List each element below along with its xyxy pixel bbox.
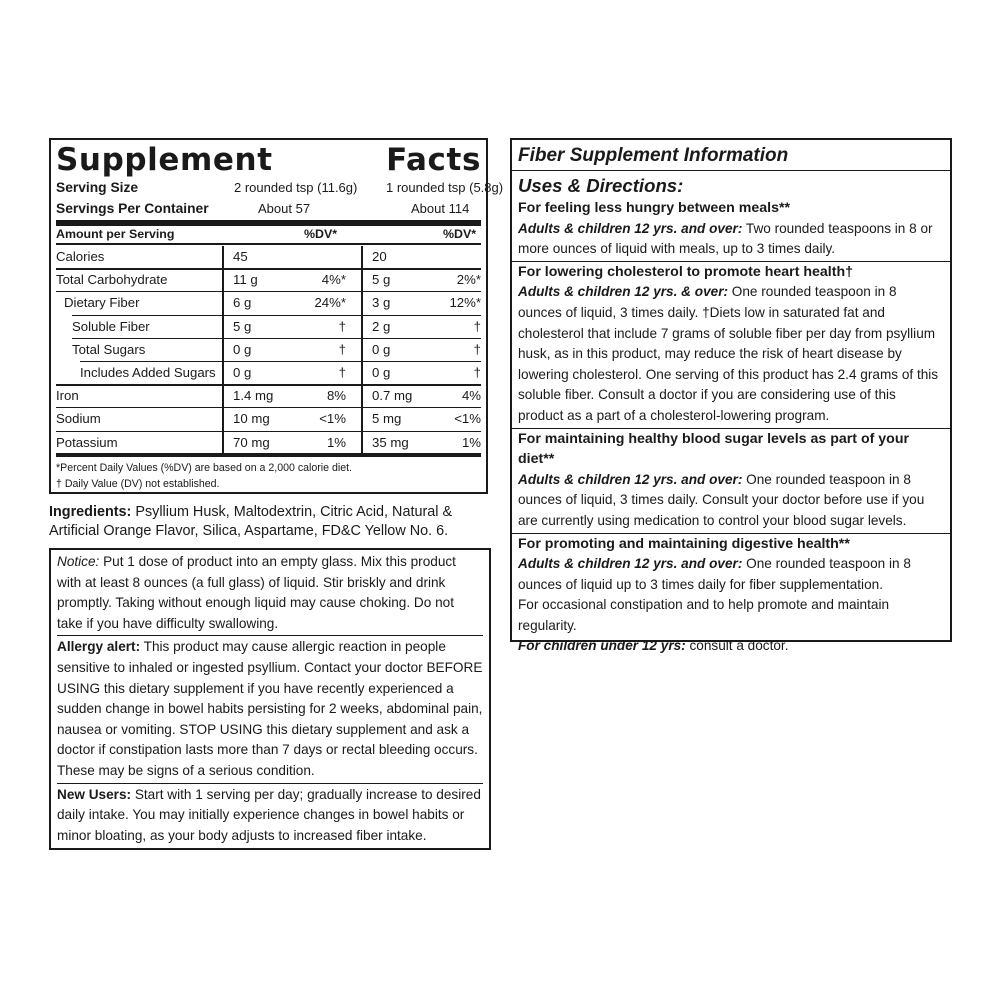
allergy-section — [57, 637, 483, 783]
dv-serving-2: <1% — [454, 411, 481, 427]
direction-section-cholesterol — [512, 262, 950, 429]
amount-serving-2: 0.7 mg — [372, 388, 413, 404]
nutrient-row — [56, 339, 481, 362]
nutrient-row — [56, 432, 481, 455]
regularity-text: For occasional constipation and to help promote and maintain regularity. — [518, 597, 890, 633]
nutrient-name: Potassium — [56, 434, 118, 450]
dv-serving-1: <1% — [319, 411, 346, 427]
section-heading: For promoting and maintaining digestive health** — [518, 535, 850, 552]
warnings-panel — [49, 548, 491, 850]
amount-serving-2: 35 mg — [372, 434, 409, 450]
footnote-dagger: † Daily Value (DV) not established. — [56, 478, 220, 490]
dv-serving-1: 8% — [326, 388, 346, 404]
nutrient-name: Dietary Fiber — [64, 295, 140, 311]
footnote-percent-dv: *Percent Daily Values (%DV) are based on a 2,000 calorie diet. — [56, 462, 352, 474]
audience-label: Adults & children 12 yrs. and over: — [518, 220, 743, 236]
allergy-text: This product may cause allergic reaction in people sensitive to inhaled or ingested psyllium. Contact your doctor BEFORE USING this dietary supplement if you have recently experienced a sudden change in bowel habits persisting for 2 weeks, abdominal pain, nausea or vomiting. STOP USING this dietary supplement and ask a doctor if constipation lasts more than 7 days or rectal bleeding occurs. These may be signs of a serious condition. — [57, 639, 483, 778]
amount-serving-2: 2 g — [372, 318, 391, 334]
section-heading: For maintaining healthy blood sugar levels as part of your diet** — [518, 430, 910, 468]
allergy-label: Allergy alert: — [57, 639, 141, 655]
servings-per-container-label: Servings Per Container — [56, 201, 209, 216]
nutrient-row — [56, 292, 481, 315]
servings-per-container-2: About 114 — [411, 201, 470, 216]
dv-serving-1: † — [338, 318, 346, 334]
amount-serving-2: 3 g — [372, 295, 391, 311]
amount-serving-1: 0 g — [233, 365, 252, 380]
fiber-info-panel — [510, 138, 952, 654]
amount-serving-1: 0 g — [233, 341, 252, 357]
amount-serving-2: 0 g — [372, 341, 391, 357]
amount-serving-1: 70 mg — [233, 434, 270, 450]
dv-header-1: %DV* — [304, 227, 338, 241]
dv-serving-2: 4% — [461, 388, 481, 404]
dv-serving-1: † — [338, 341, 346, 357]
audience-label: Adults & children 12 yrs. and over: — [518, 556, 743, 572]
direction-text: One rounded teaspoon in 8 ounces of liquid, 3 times daily. Consult your doctor before use if you are currently using medication to control your blood sugar levels. — [518, 471, 925, 528]
nutrient-row — [56, 269, 481, 292]
amount-serving-1: 1.4 mg — [233, 388, 274, 404]
dv-serving-2: † — [473, 341, 481, 357]
dv-serving-2: † — [473, 365, 481, 380]
dv-serving-1: 1% — [326, 434, 346, 450]
supplement-facts-panel — [49, 138, 504, 494]
direction-text: One rounded teaspoon in 8 ounces of liquid up to 3 times daily for fiber supplementation. — [518, 556, 911, 592]
amount-serving-2: 0 g — [372, 365, 391, 380]
amount-serving-2: 5 g — [372, 272, 391, 288]
nutrient-name: Sodium — [56, 411, 101, 427]
direction-text: Two rounded teaspoons in 8 or more ounces of liquid with meals, up to 3 times daily. — [518, 220, 933, 257]
new-users-section — [57, 785, 483, 848]
amount-serving-2: 5 mg — [372, 411, 402, 427]
nutrient-name: Total Carbohydrate — [56, 272, 168, 288]
direction-section-digestive — [512, 534, 950, 659]
audience-label: Adults & children 12 yrs. and over: — [518, 471, 743, 487]
nutrient-name: Calories — [56, 249, 105, 264]
new-users-text: Start with 1 serving per day; gradually increase to desired daily intake. You may initially experience changes in bowel habits or minor bloating, as your body adjusts to increased fiber intake. — [57, 786, 481, 843]
notice-section — [57, 552, 483, 636]
amount-serving-2: 20 — [372, 249, 387, 264]
ingredients-label: Ingredients: — [49, 504, 132, 520]
amount-per-serving-header: Amount per Serving — [56, 227, 175, 241]
serving-size-2: 1 rounded tsp (5.8g) — [386, 180, 504, 195]
amount-serving-1: 5 g — [233, 318, 252, 334]
dv-serving-1: † — [338, 365, 346, 380]
thick-divider — [56, 220, 481, 226]
column-separator — [222, 246, 224, 454]
new-users-label: New Users: — [57, 786, 132, 802]
direction-text: One rounded teaspoon in 8 ounces of liquid, 3 times daily. †Diets low in saturated fat and cholesterol that include 7 grams of soluble fiber per day from psyllium husk, as in this product, may reduce the risk of heart disease by lowering cholesterol. One serving of this product has 2.4 grams of this soluble fiber. Consult a doctor if you are considering use of this product as a part of a cholesterol-lowering program. — [518, 284, 939, 423]
dv-header-2: %DV* — [443, 227, 477, 241]
notice-label: Notice: — [57, 554, 100, 569]
nutrient-row — [56, 385, 481, 408]
dv-serving-2: 2%* — [456, 272, 481, 288]
amount-serving-1: 11 g — [233, 272, 258, 288]
nutrient-row — [56, 408, 481, 431]
ingredients-text — [49, 503, 493, 541]
servings-per-container-1: About 57 — [258, 201, 311, 216]
dv-serving-1: 24%* — [314, 295, 346, 311]
nutrient-name: Total Sugars — [72, 341, 146, 357]
section-heading: For feeling less hungry between meals** — [518, 200, 791, 216]
dv-serving-1: 4%* — [321, 272, 346, 288]
nutrient-row — [56, 362, 481, 385]
serving-size-label: Serving Size — [56, 180, 139, 195]
amount-serving-1: 45 — [233, 249, 248, 264]
children-text: consult a doctor. — [685, 638, 789, 654]
nutrient-row — [56, 316, 481, 339]
direction-section-blood-sugar — [512, 429, 950, 534]
notice-text: Put 1 dose of product into an empty glass. Mix this product with at least 8 ounces (a full glass) of liquid. Stir briskly and drink promptly. Taking without enough liquid may cause choking. Do not take if you have difficulty swallowing. — [57, 554, 456, 631]
dv-serving-2: 1% — [461, 434, 481, 450]
uses-directions-heading: Uses & Directions: — [518, 175, 684, 196]
nutrient-name: Soluble Fiber — [72, 318, 150, 334]
ingredients-list: Psyllium Husk, Maltodextrin, Citric Acid, Natural & Artificial Orange Flavor, Silica, Aspartame, FD&C Yellow No. 6. — [49, 504, 453, 539]
dv-serving-2: 12%* — [449, 295, 481, 311]
serving-size-1: 2 rounded tsp (11.6g) — [234, 180, 358, 195]
nutrient-name: Iron — [56, 388, 79, 404]
nutrient-row — [56, 246, 481, 269]
children-label: For children under 12 yrs: — [518, 638, 686, 654]
bottom-thick-divider — [56, 453, 481, 457]
audience-label: Adults & children 12 yrs. & over: — [518, 284, 729, 300]
header-divider — [56, 243, 481, 245]
column-separator — [361, 246, 363, 454]
fiber-info-title: Fiber Supplement Information — [512, 144, 950, 171]
dv-serving-2: † — [473, 318, 481, 334]
supplement-facts-title: Supplement Facts — [56, 142, 481, 178]
section-heading: For lowering cholesterol to promote heart health† — [518, 263, 854, 280]
nutrient-name: Includes Added Sugars — [80, 365, 216, 380]
amount-serving-1: 10 mg — [233, 411, 270, 427]
amount-serving-1: 6 g — [233, 295, 252, 311]
direction-section-hunger — [512, 198, 950, 262]
